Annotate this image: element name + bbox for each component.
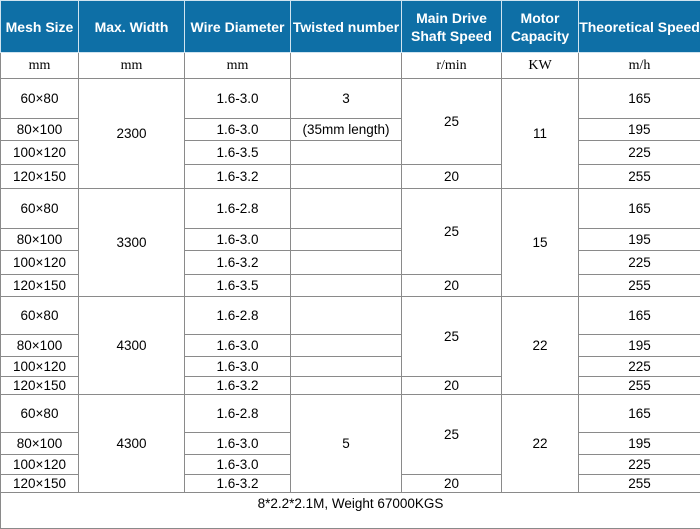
unit-wire-diameter: mm [185, 53, 291, 79]
unit-theoretical-speed: m/h [579, 53, 700, 79]
table-row [1, 79, 700, 119]
theoretical-speed-cell: 195 [579, 229, 700, 251]
wire-diameter-cell: 1.6-3.2 [185, 475, 291, 493]
header-theoretical-speed: Theoretical Speed [579, 1, 700, 53]
theoretical-speed-cell: 225 [579, 357, 700, 377]
twisted-number-cell [291, 229, 402, 251]
header-main-drive-shaft-speed: Main Drive Shaft Speed [402, 1, 502, 53]
drive-speed-cell: 20 [402, 275, 502, 297]
mesh-size-cell: 100×120 [1, 251, 79, 275]
drive-speed-cell: 25 [402, 189, 502, 275]
unit-max-width: mm [79, 53, 185, 79]
header-max-width: Max. Width [79, 1, 185, 53]
max-width-cell: 2300 [79, 79, 185, 189]
mesh-size-cell: 60×80 [1, 189, 79, 229]
motor-capacity-cell: 11 [502, 79, 579, 189]
mesh-size-cell: 80×100 [1, 335, 79, 357]
drive-speed-cell: 20 [402, 377, 502, 395]
theoretical-speed-cell: 225 [579, 251, 700, 275]
header-mesh-size: Mesh Size [1, 1, 79, 53]
mesh-size-cell: 80×100 [1, 433, 79, 455]
header-row [1, 1, 700, 53]
drive-speed-cell: 25 [402, 395, 502, 475]
twisted-number-cell: 3 [291, 79, 402, 119]
motor-capacity-cell: 22 [502, 297, 579, 395]
mesh-size-cell: 100×120 [1, 455, 79, 475]
theoretical-speed-cell: 165 [579, 79, 700, 119]
table-row [1, 395, 700, 433]
theoretical-speed-cell: 225 [579, 455, 700, 475]
twisted-number-cell [291, 275, 402, 297]
twisted-number-cell [291, 357, 402, 377]
unit-main-drive-shaft-speed: r/min [402, 53, 502, 79]
theoretical-speed-cell: 165 [579, 189, 700, 229]
theoretical-speed-cell: 195 [579, 335, 700, 357]
wire-diameter-cell: 1.6-3.2 [185, 377, 291, 395]
mesh-size-cell: 80×100 [1, 119, 79, 141]
mesh-size-cell: 120×150 [1, 275, 79, 297]
wire-diameter-cell: 1.6-2.8 [185, 395, 291, 433]
unit-twisted-number [291, 53, 402, 79]
wire-diameter-cell: 1.6-3.0 [185, 79, 291, 119]
twisted-number-cell [291, 335, 402, 357]
wire-diameter-cell: 1.6-3.0 [185, 335, 291, 357]
wire-diameter-cell: 1.6-2.8 [185, 189, 291, 229]
wire-diameter-cell: 1.6-3.2 [185, 251, 291, 275]
table-row [1, 297, 700, 335]
mesh-size-cell: 120×150 [1, 165, 79, 189]
wire-diameter-cell: 1.6-3.5 [185, 275, 291, 297]
motor-capacity-cell: 15 [502, 189, 579, 297]
wire-diameter-cell: 1.6-3.0 [185, 433, 291, 455]
wire-diameter-cell: 1.6-3.0 [185, 119, 291, 141]
max-width-cell: 3300 [79, 189, 185, 297]
theoretical-speed-cell: 195 [579, 119, 700, 141]
twisted-number-cell [291, 377, 402, 395]
footer-note: 8*2.2*2.1M, Weight 67000KGS [1, 493, 700, 529]
theoretical-speed-cell: 165 [579, 395, 700, 433]
wire-diameter-cell: 1.6-3.0 [185, 455, 291, 475]
theoretical-speed-cell: 255 [579, 275, 700, 297]
mesh-size-cell: 60×80 [1, 395, 79, 433]
theoretical-speed-cell: 255 [579, 475, 700, 493]
max-width-cell: 4300 [79, 395, 185, 493]
theoretical-speed-cell: 165 [579, 297, 700, 335]
twisted-number-cell [291, 297, 402, 335]
footer-row [1, 493, 700, 529]
header-motor-capacity: Motor Capacity [502, 1, 579, 53]
wire-diameter-cell: 1.6-3.2 [185, 165, 291, 189]
mesh-size-cell: 80×100 [1, 229, 79, 251]
twisted-number-cell: (35mm length) [291, 119, 402, 141]
theoretical-speed-cell: 225 [579, 141, 700, 165]
theoretical-speed-cell: 255 [579, 165, 700, 189]
units-row [1, 53, 700, 79]
mesh-size-cell: 100×120 [1, 357, 79, 377]
twisted-number-cell [291, 189, 402, 229]
mesh-size-cell: 120×150 [1, 475, 79, 493]
twisted-number-cell [291, 251, 402, 275]
drive-speed-cell: 25 [402, 79, 502, 165]
unit-mesh-size: mm [1, 53, 79, 79]
wire-diameter-cell: 1.6-3.5 [185, 141, 291, 165]
theoretical-speed-cell: 195 [579, 433, 700, 455]
mesh-size-cell: 60×80 [1, 79, 79, 119]
wire-diameter-cell: 1.6-3.0 [185, 357, 291, 377]
drive-speed-cell: 20 [402, 165, 502, 189]
theoretical-speed-cell: 255 [579, 377, 700, 395]
mesh-size-cell: 120×150 [1, 377, 79, 395]
max-width-cell: 4300 [79, 297, 185, 395]
motor-capacity-cell: 22 [502, 395, 579, 493]
mesh-size-cell: 60×80 [1, 297, 79, 335]
twisted-number-cell [291, 141, 402, 165]
header-wire-diameter: Wire Diameter [185, 1, 291, 53]
drive-speed-cell: 20 [402, 475, 502, 493]
header-twisted-number: Twisted number [291, 1, 402, 53]
wire-diameter-cell: 1.6-2.8 [185, 297, 291, 335]
drive-speed-cell: 25 [402, 297, 502, 377]
twisted-number-cell: 5 [291, 395, 402, 493]
table-row [1, 189, 700, 229]
unit-motor-capacity: KW [502, 53, 579, 79]
mesh-size-cell: 100×120 [1, 141, 79, 165]
twisted-number-cell [291, 165, 402, 189]
wire-diameter-cell: 1.6-3.0 [185, 229, 291, 251]
